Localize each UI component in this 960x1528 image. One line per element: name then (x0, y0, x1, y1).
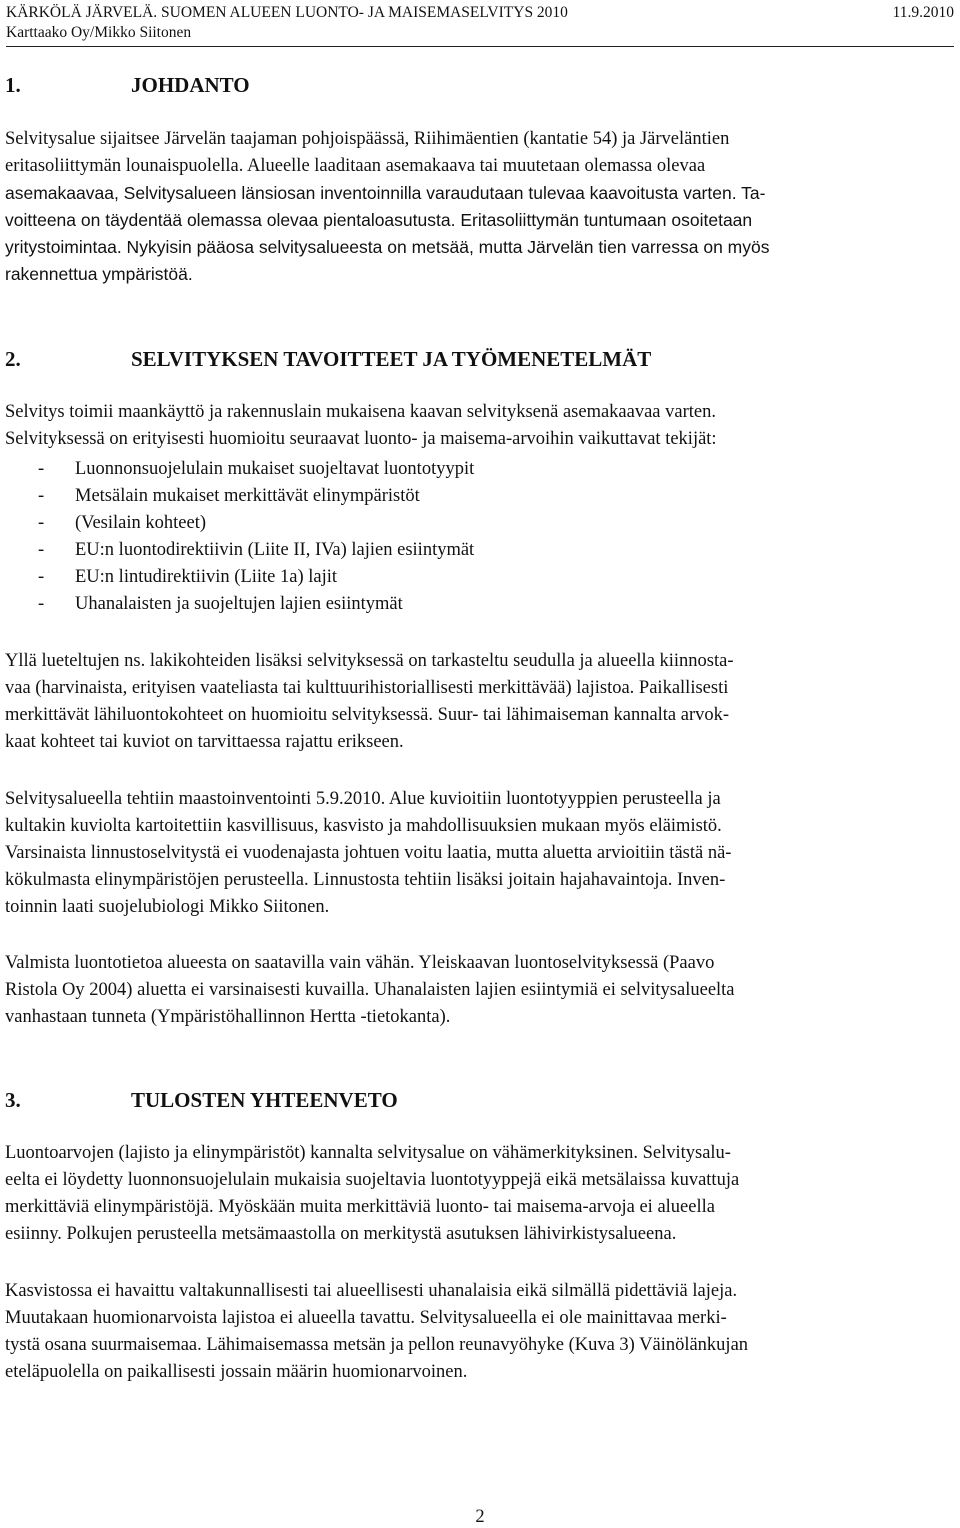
list-item (5, 537, 474, 564)
text-line: eteläpuolella on paikallisesti jossain määrin huomionarvoinen. (5, 1362, 468, 1382)
section-2-paragraph-3 (5, 786, 951, 921)
section-2-intro (5, 399, 951, 453)
list-item (5, 564, 474, 591)
text-line: esiinny. Polkujen perusteella metsämaastolla on merkitystä asutuksen lähivirkistysalueena. (5, 1224, 677, 1244)
section-1-heading (5, 72, 250, 98)
bullet-marker: - (38, 486, 45, 506)
text-line: yritystoimintaa. Nykyisin pääosa selvitysalueesta on metsää, mutta Järvelän tien varressa on myös (5, 237, 770, 257)
text-line: Luontoarvojen (lajisto ja elinympäristöt) kannalta selvitysalue on vähämerkityksinen. Selvitysalu- (5, 1143, 731, 1163)
list-item-text: Luonnonsuojelulain mukaiset suojeltavat luontotyypit (75, 459, 475, 479)
page-header (6, 0, 954, 47)
list-item (5, 510, 474, 537)
document-date: 11.9.2010 (892, 4, 954, 21)
criteria-list (5, 456, 474, 618)
text-line: merkittävät lähiluontokohteet on huomioitu selvityksessä. Suur- tai lähimaiseman kannalta arvok- (5, 705, 730, 725)
list-item-text: Metsälain mukaiset merkittävät elinympäristöt (75, 486, 420, 506)
text-line: kökulmasta elinympäristöjen perusteella. Linnustosta tehtiin lisäksi joitain hajahavaintoja. Inven- (5, 870, 726, 890)
text-line: tystä osana suurmaisemaa. Lähimaisemassa metsän ja pellon reunavyöhyke (Kuva 3) Väinölänkujan (5, 1335, 749, 1355)
bullet-marker: - (38, 567, 45, 587)
text-line: vaa (harvinaista, erityisen vaateliasta tai kulttuurihistoriallisesti merkittävää) lajistoa. Paikallisesti (5, 678, 729, 698)
text-line: Kasvistossa ei havaittu valtakunnallisesti tai alueellisesti uhanalaisia eikä silmällä pidettäviä lajeja. (5, 1281, 738, 1301)
section-3-paragraph-2 (5, 1278, 951, 1386)
text-line: merkittäviä elinympäristöjä. Myöskään muita merkittäviä luonto- tai maisema-arvoja ei alueella (5, 1197, 715, 1217)
section-2-paragraph-2 (5, 648, 951, 756)
document-author: Karttaako Oy/Mikko Siitonen (6, 24, 192, 41)
page-number: 2 (475, 1507, 485, 1527)
document-title: KÄRKÖLÄ JÄRVELÄ. SUOMEN ALUEEN LUONTO- JA MAISEMASELVITYS 2010 (6, 4, 568, 21)
section-2-number: 2. (5, 347, 21, 371)
text-line: Yllä lueteltujen ns. lakikohteiden lisäksi selvityksessä on tarkasteltu seudulla ja alueella kiinnosta- (5, 651, 734, 671)
list-item-text: Uhanalaisten ja suojeltujen lajien esiintymät (75, 594, 403, 614)
text-line: Ristola Oy 2004) aluetta ei varsinaisesti kuvailla. Uhanalaisten lajien esiintymiä ei selvitysalueelta (5, 980, 735, 1000)
text-line: asemakaavaa, Selvitysalueen länsiosan inventoinnilla varaudutaan tulevaa kaavoitusta varten. Ta- (5, 183, 766, 203)
text-line: voitteena on täydentää olemassa olevaa pientaloasutusta. Eritasoliittymän tuntumaan osoitetaan (5, 210, 753, 230)
text-line: rakennettua ympäristöä. (5, 264, 193, 284)
bullet-marker: - (38, 540, 45, 560)
text-line: toinnin laati suojelubiologi Mikko Siitonen. (5, 897, 330, 917)
list-item (5, 591, 474, 618)
text-line: kultakin kuviolta kartoitettiin kasvillisuus, kasvisto ja mahdollisuuksien mukaan myös eläimistö. (5, 816, 722, 836)
text-line: Valmista luontotietoa alueesta on saatavilla vain vähän. Yleiskaavan luontoselvityksessä (Paavo (5, 953, 715, 973)
text-line: eritasoliittymän lounaispuolella. Alueelle laaditaan asemakaava tai muutetaan olemassa olevaa (5, 156, 706, 176)
section-1-title: JOHDANTO (131, 73, 250, 97)
bullet-marker: - (38, 594, 45, 614)
list-item-text: EU:n lintudirektiivin (Liite 1a) lajit (75, 567, 338, 587)
text-line: Selvitysalue sijaitsee Järvelän taajaman pohjoispäässä, Riihimäentien (kantatie 54) ja Järveläntien (5, 129, 730, 149)
section-1-number: 1. (5, 73, 21, 97)
list-item (5, 456, 474, 483)
text-line: Muutakaan huomionarvoista lajistoa ei alueella tavattu. Selvitysalueella ei ole mainittavaa merki- (5, 1308, 727, 1328)
text-line: Varsinaista linnustoselvitystä ei vuodenajasta johtuen voitu laatia, mutta aluetta arvioitiin tästä nä- (5, 843, 732, 863)
section-2-title: SELVITYKSEN TAVOITTEET JA TYÖMENETELMÄT (131, 347, 652, 371)
list-item-text: EU:n luontodirektiivin (Liite II, IVa) lajien esiintymät (75, 540, 475, 560)
list-item (5, 483, 474, 510)
section-2-paragraph-4 (5, 950, 951, 1031)
bullet-marker: - (38, 459, 45, 479)
section-3-number: 3. (5, 1088, 21, 1112)
section-3-title: TULOSTEN YHTEENVETO (131, 1088, 398, 1112)
section-3-paragraph-1 (5, 1140, 951, 1248)
text-line: Selvitysalueella tehtiin maastoinventointi 5.9.2010. Alue kuvioitiin luontotyyppien perusteella ja (5, 789, 721, 809)
section-3-heading (5, 1087, 398, 1113)
text-line: Selvityksessä on erityisesti huomioitu seuraavat luonto- ja maisema-arvoihin vaikuttavat tekijät: (5, 429, 717, 449)
text-line: vanhastaan tunneta (Ympäristöhallinnon Hertta -tietokanta). (5, 1007, 451, 1027)
text-line: eelta ei löydetty luonnonsuojelulain mukaisia suojeltavia luontotyyppejä eikä metsälaissa kuvattuja (5, 1170, 740, 1190)
section-1-paragraph (5, 126, 951, 288)
bullet-marker: - (38, 513, 45, 533)
text-line: kaat kohteet tai kuviot on tarvittaessa rajattu erikseen. (5, 732, 404, 752)
text-line: Selvitys toimii maankäyttö ja rakennuslain mukaisena kaavan selvityksenä asemakaavaa varten. (5, 402, 716, 422)
section-2-heading (5, 346, 651, 372)
list-item-text: (Vesilain kohteet) (75, 513, 206, 533)
